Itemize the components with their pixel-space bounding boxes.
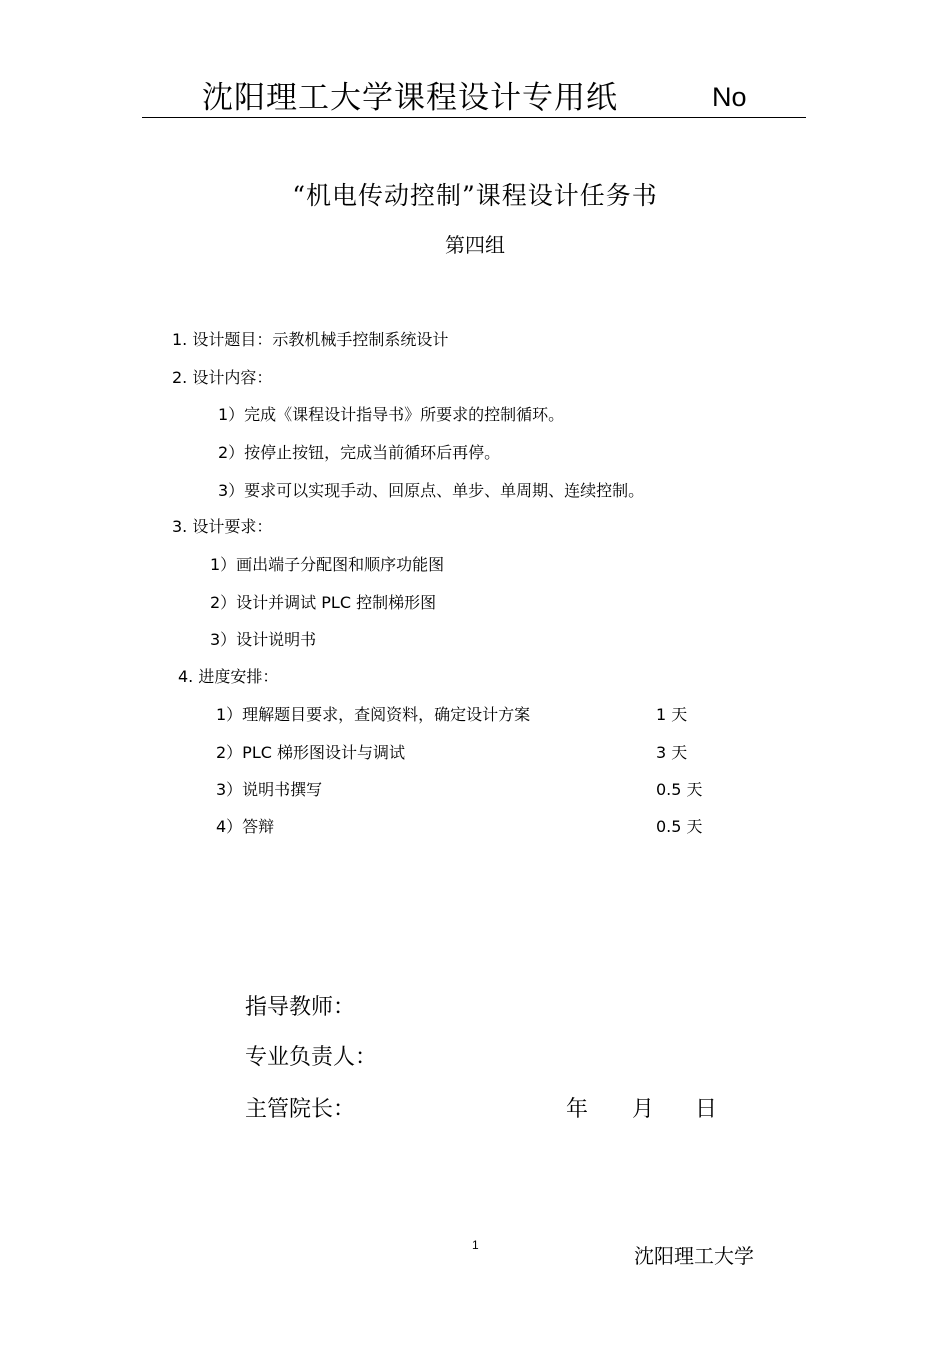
section-3-item-2: 2）设计并调试 PLC 控制梯形图 xyxy=(210,593,437,612)
section-4-heading: 4. 进度安排： xyxy=(178,667,279,686)
date-year-label: 年 xyxy=(566,1097,589,1122)
header-no-label: No xyxy=(712,82,747,112)
schedule-days-4: 0.5 天 xyxy=(656,817,703,836)
header-rule xyxy=(142,117,806,118)
header-title: 沈阳理工大学课程设计专用纸 xyxy=(202,80,618,116)
major-head-signature-label: 专业负责人： xyxy=(245,1045,378,1070)
section-2-item-1: 1）完成《课程设计指导书》所要求的控制循环。 xyxy=(218,405,565,424)
date-day-label: 日 xyxy=(695,1097,718,1122)
date-month-label: 月 xyxy=(632,1097,655,1122)
schedule-task-4: 4）答辩 xyxy=(216,817,275,836)
section-2-heading: 2. 设计内容： xyxy=(172,368,273,387)
schedule-task-2: 2）PLC 梯形图设计与调试 xyxy=(216,743,406,762)
section-2-item-3: 3）要求可以实现手动、回原点、单步、单周期、连续控制。 xyxy=(218,481,645,500)
section-3-item-3: 3）设计说明书 xyxy=(210,630,317,649)
footer-school-name: 沈阳理工大学 xyxy=(634,1244,754,1268)
advisor-signature-label: 指导教师： xyxy=(245,995,356,1020)
schedule-days-2: 3 天 xyxy=(656,743,688,762)
group-label: 第四组 xyxy=(445,233,505,257)
page-number: 1 xyxy=(472,1238,479,1252)
section-3-heading: 3. 设计要求： xyxy=(172,517,273,536)
dean-signature-label: 主管院长： xyxy=(245,1097,356,1122)
schedule-days-3: 0.5 天 xyxy=(656,780,703,799)
section-3-item-1: 1）画出端子分配图和顺序功能图 xyxy=(210,555,445,574)
document-title: “机电传动控制”课程设计任务书 xyxy=(292,181,658,210)
section-1-topic: 1. 设计题目：示教机械手控制系统设计 xyxy=(172,330,449,349)
schedule-task-1: 1）理解题目要求，查阅资料，确定设计方案 xyxy=(216,705,531,724)
schedule-days-1: 1 天 xyxy=(656,705,688,724)
schedule-task-3: 3）说明书撰写 xyxy=(216,780,323,799)
section-2-item-2: 2）按停止按钮，完成当前循环后再停。 xyxy=(218,443,501,462)
